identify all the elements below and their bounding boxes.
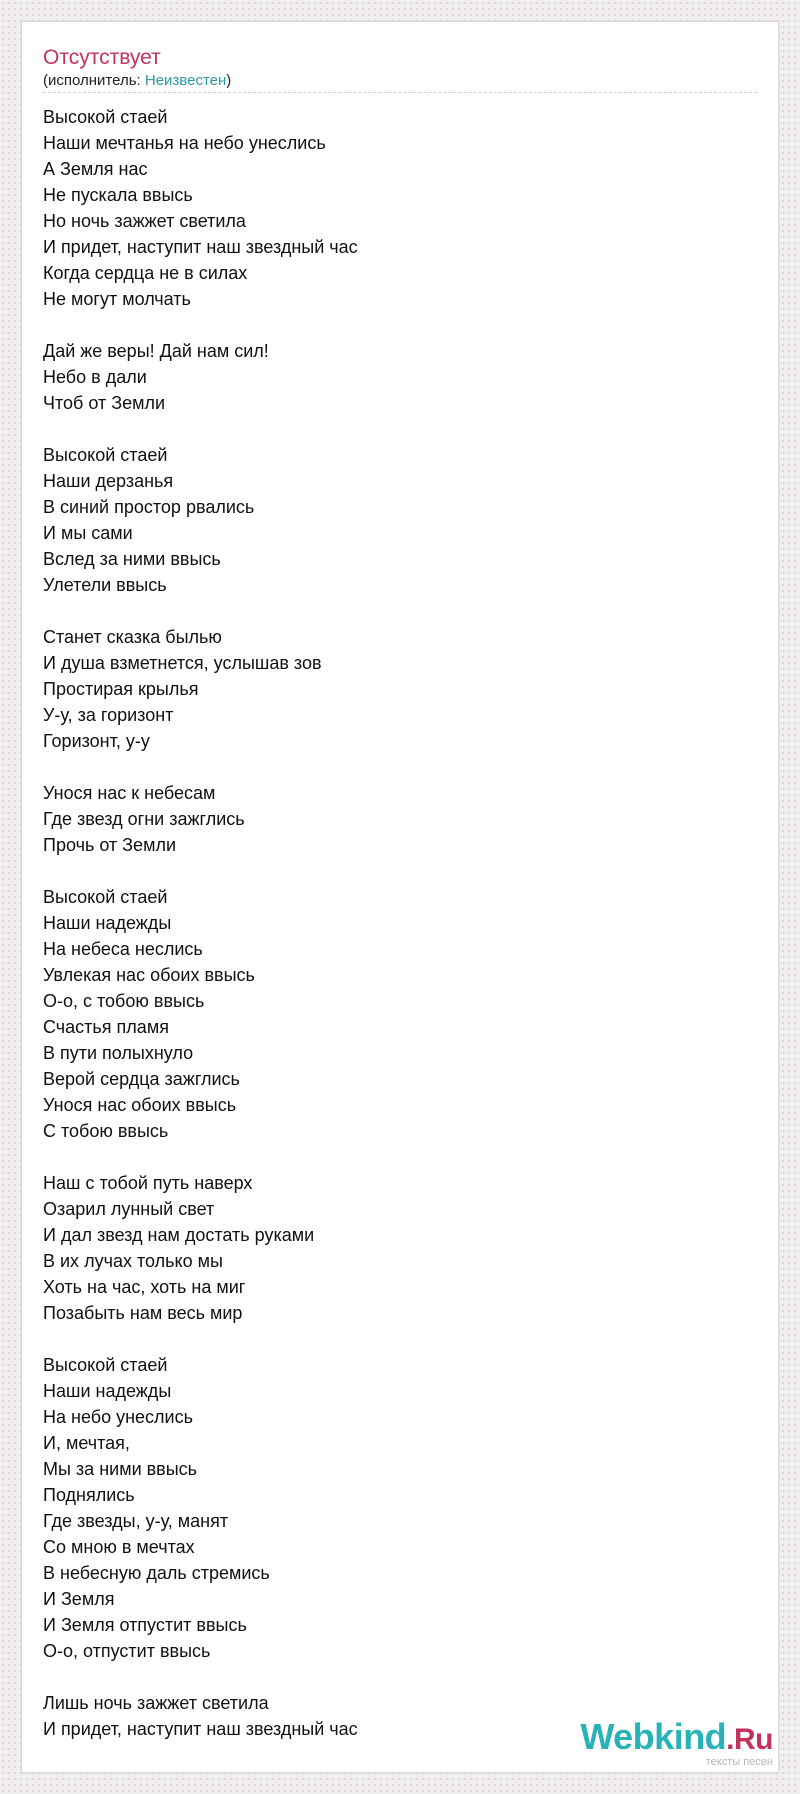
lyric-line: Не могут молчать	[43, 289, 191, 309]
lyric-line: Простирая крылья	[43, 679, 199, 699]
lyrics-text	[43, 104, 758, 1742]
lyric-line: Мы за ними ввысь	[43, 1459, 198, 1479]
site-logo[interactable]	[580, 1716, 773, 1768]
lyrics-stanza	[43, 338, 758, 416]
lyric-line: В синий простор рвались	[43, 497, 255, 517]
lyrics-stanza	[43, 1352, 758, 1664]
lyrics-stanza	[43, 104, 758, 312]
lyric-line: И, мечтая,	[43, 1433, 130, 1453]
logo-wordmark	[580, 1716, 773, 1758]
lyric-line: В небесную даль стремись	[43, 1563, 270, 1583]
lyric-line: О-о, с тобою ввысь	[43, 991, 205, 1011]
lyric-line: Наши мечтанья на небо унеслись	[43, 133, 326, 153]
lyric-line: Наши надежды	[43, 913, 172, 933]
lyric-line: Небо в дали	[43, 367, 147, 387]
lyric-line: Прочь от Земли	[43, 835, 176, 855]
lyrics-card	[21, 21, 779, 1773]
artist-prefix: (исполнитель:	[43, 72, 145, 89]
lyric-line: И Земля отпустит ввысь	[43, 1615, 247, 1635]
lyrics-stanza	[43, 780, 758, 858]
lyric-line: Поднялись	[43, 1485, 135, 1505]
logo-tld: .Ru	[726, 1723, 773, 1756]
lyric-line: Вслед за ними ввысь	[43, 549, 221, 569]
lyric-line: А Земля нас	[43, 159, 148, 179]
lyric-line: Но ночь зажжет светила	[43, 211, 246, 231]
lyric-line: Счастья пламя	[43, 1017, 169, 1037]
lyric-line: Где звезды, у-у, манят	[43, 1511, 229, 1531]
lyric-line: С тобою ввысь	[43, 1121, 169, 1141]
lyric-line: Дай же веры! Дай нам сил!	[43, 341, 269, 361]
lyrics-stanza	[43, 884, 758, 1144]
lyric-line: Позабыть нам весь мир	[43, 1303, 243, 1323]
lyric-line: Когда сердца не в силах	[43, 263, 248, 283]
lyrics-stanza	[43, 624, 758, 754]
lyric-line: Наш с тобой путь наверх	[43, 1173, 253, 1193]
lyric-line: Наши дерзанья	[43, 471, 174, 491]
lyric-line: Высокой стаей	[43, 1355, 168, 1375]
lyric-line: Увлекая нас обоих ввысь	[43, 965, 255, 985]
lyrics-stanza	[43, 1170, 758, 1326]
lyric-line: И душа взметнется, услышав зов	[43, 653, 322, 673]
logo-brand: Webkind	[580, 1716, 727, 1757]
lyric-line: В их лучах только мы	[43, 1251, 223, 1271]
lyric-line: Станет сказка былью	[43, 627, 222, 647]
lyric-line: О-о, отпустит ввысь	[43, 1641, 211, 1661]
lyric-line: В пути полыхнуло	[43, 1043, 194, 1063]
lyric-line: Где звезд огни зажглись	[43, 809, 245, 829]
song-title: Отсутствует	[43, 46, 161, 69]
lyric-line: Высокой стаей	[43, 107, 168, 127]
lyric-line: И мы сами	[43, 523, 133, 543]
lyric-line: Улетели ввысь	[43, 575, 167, 595]
lyric-line: Не пускала ввысь	[43, 185, 193, 205]
lyric-line: Лишь ночь зажжет светила	[43, 1693, 269, 1713]
lyric-line: Унося нас к небесам	[43, 783, 216, 803]
lyric-line: Высокой стаей	[43, 445, 168, 465]
lyric-line: Чтоб от Земли	[43, 393, 166, 413]
lyric-line: И придет, наступит наш звездный час	[43, 237, 358, 257]
lyric-line: На небо унеслись	[43, 1407, 193, 1427]
lyric-line: И Земля	[43, 1589, 115, 1609]
lyric-line: У-у, за горизонт	[43, 705, 174, 725]
lyric-line: Хоть на час, хоть на миг	[43, 1277, 246, 1297]
lyric-line: На небеса неслись	[43, 939, 203, 959]
lyric-line: Горизонт, у-у	[43, 731, 150, 751]
lyric-line: Со мною в мечтах	[43, 1537, 195, 1557]
artist-line	[43, 72, 757, 93]
artist-link[interactable]: Неизвестен	[144, 72, 227, 89]
artist-suffix: )	[226, 72, 232, 89]
lyric-line: Наши надежды	[43, 1381, 172, 1401]
lyric-line: Унося нас обоих ввысь	[43, 1095, 237, 1115]
lyric-line: Озарил лунный свет	[43, 1199, 215, 1219]
lyric-line: Высокой стаей	[43, 887, 168, 907]
lyric-line: Верой сердца зажглись	[43, 1069, 240, 1089]
lyric-line: И дал звезд нам достать руками	[43, 1225, 315, 1245]
lyric-line: И придет, наступит наш звездный час	[43, 1719, 358, 1739]
logo-tagline: тексты песен	[705, 1756, 773, 1768]
lyrics-stanza	[43, 442, 758, 598]
